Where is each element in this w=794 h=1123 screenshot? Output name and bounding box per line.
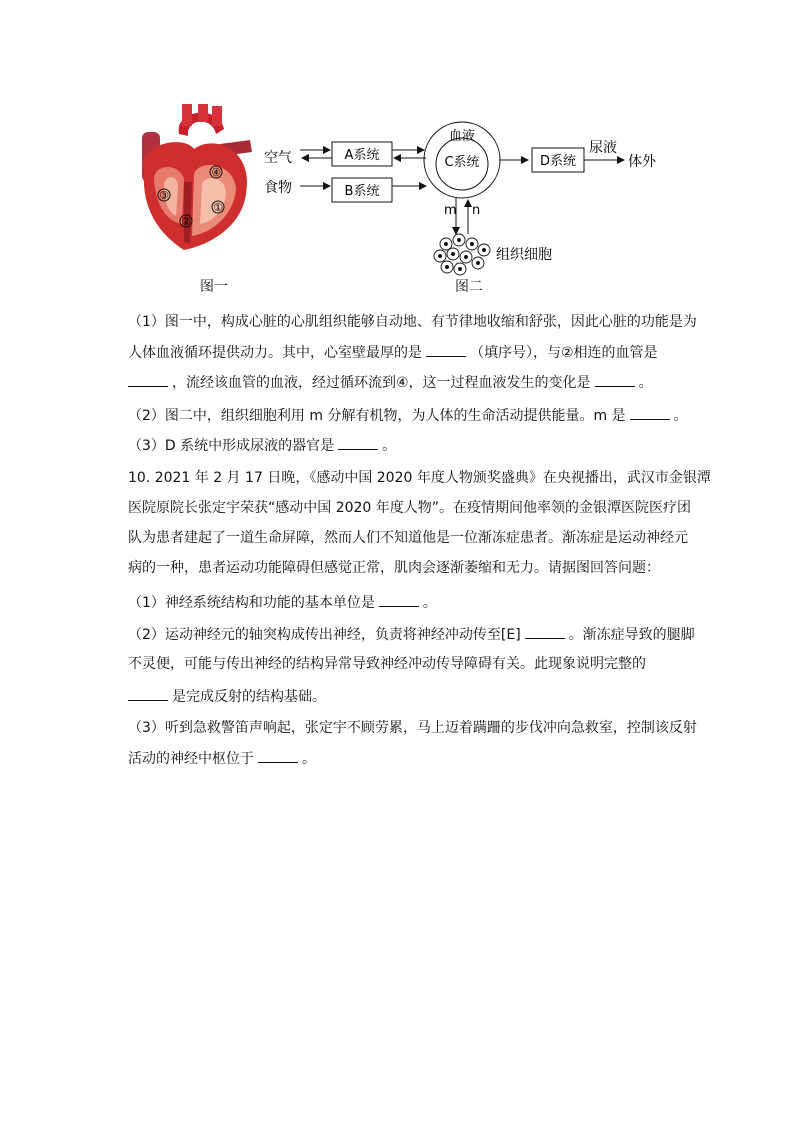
q9-text: 人体血液循环提供动力。其中，心室壁最厚的是 [128, 345, 422, 361]
q9-text: （2）图二中，组织细胞利用 m 分解有机物，为人体的生命活动提供能量。m 是 [128, 408, 626, 424]
answer-blank[interactable] [338, 435, 378, 450]
tissue-cells-icon [434, 234, 490, 275]
q9-text: （1）图一中，构成心脏的心肌组织能够自动地、有节律地收缩和舒张，因此心脏的功能是为 [128, 314, 697, 330]
heart-figure [124, 104, 260, 254]
q10-line1: 10. 2021 年 2 月 17 日晚，《感动中国 2020 年度人物颁奖盛典》在央视播出，武汉市金银潭 [128, 470, 711, 486]
tissue-cells-label: 组织细胞 [496, 247, 552, 263]
q10-text: 。 [302, 751, 316, 767]
q9-part1-line2 [128, 342, 694, 363]
c-system-label: C系统 [444, 155, 480, 170]
b-system-label: B系统 [344, 184, 380, 199]
q10-text: （1）神经系统结构和功能的基本单位是 [128, 595, 375, 611]
q10-sub1 [128, 592, 694, 613]
answer-blank[interactable] [379, 592, 419, 607]
answer-blank[interactable] [128, 686, 168, 701]
q9-text: （填序号），与②相连的血管是 [470, 345, 658, 361]
d-system-label: D系统 [539, 154, 577, 169]
urine-label: 尿液 [589, 140, 617, 156]
q10-sub3-line1: （3）听到急救警笛声响起，张定宇不顾劳累，马上迈着蹒跚的步伐冲向急救室，控制该反射 [128, 720, 697, 736]
q9-text: （3）D 系统中形成尿液的器官是 [128, 438, 335, 454]
answer-blank[interactable] [426, 342, 466, 357]
blood-label: 血液 [448, 129, 476, 144]
outside-label: 体外 [628, 154, 656, 170]
q10-line4: 病的一种，患者运动功能障碍但感觉正常，肌肉会逐渐萎缩和无力。请据图回答问题： [128, 560, 660, 576]
q10-text: 。 [422, 595, 437, 611]
q10-text: （2）运动神经元的轴突构成传出神经，负责将神经冲动传至[E] [128, 627, 521, 643]
answer-blank[interactable] [128, 372, 168, 387]
q9-text: 。 [638, 375, 653, 391]
n-label: n [472, 203, 481, 218]
answer-blank[interactable] [258, 748, 298, 763]
q10-sub2-line2: 不灵便，可能与传出神经的结构异常导致神经冲动传导障碍有关。此现象说明完整的 [128, 656, 646, 672]
q10-line3: 队为患者建起了一道生命屏障，然而人们不知道他是一位渐冻症患者。渐冻症是运动神经元 [128, 530, 688, 546]
q9-part1-line3 [128, 372, 694, 393]
m-label: m [444, 203, 457, 218]
q10-text: 活动的神经中枢位于 [128, 751, 254, 767]
q10-text: 。渐冻症导致的腿脚 [568, 627, 695, 643]
q9-part1-line1 [128, 312, 697, 332]
answer-blank[interactable] [525, 624, 565, 639]
q9-part2 [128, 405, 694, 426]
a-system-label: A系统 [344, 148, 380, 163]
heart-label-3: ③ [159, 189, 169, 202]
q9-part3 [128, 435, 694, 456]
q10-line2: 医院原院长张定宇荣获“感动中国 2020 年度人物”。在疫情期间他率领的金银潭医院医疗团 [128, 500, 692, 516]
heart-label-2: ② [181, 215, 191, 228]
q9-text: ，流经该血管的血液，经过循环流到④，这一过程血液发生的变化是 [172, 375, 591, 391]
food-label: 食物 [264, 180, 292, 196]
answer-blank[interactable] [595, 372, 635, 387]
q10-sub3-line2 [128, 748, 694, 769]
figure1-caption: 图一 [200, 279, 228, 295]
heart-label-1: ① [213, 201, 223, 214]
heart-label-4: ④ [211, 166, 221, 179]
q10-sub2-line3 [128, 686, 694, 707]
q10-text: 是完成反射的结构基础。 [172, 689, 326, 705]
systems-diagram [260, 120, 700, 280]
q10-sub2-line1 [128, 624, 694, 645]
q9-text: 。 [382, 438, 397, 454]
figure2-caption: 图二 [455, 279, 483, 295]
q9-text: 。 [673, 408, 688, 424]
air-label: 空气 [264, 150, 292, 166]
answer-blank[interactable] [630, 405, 670, 420]
